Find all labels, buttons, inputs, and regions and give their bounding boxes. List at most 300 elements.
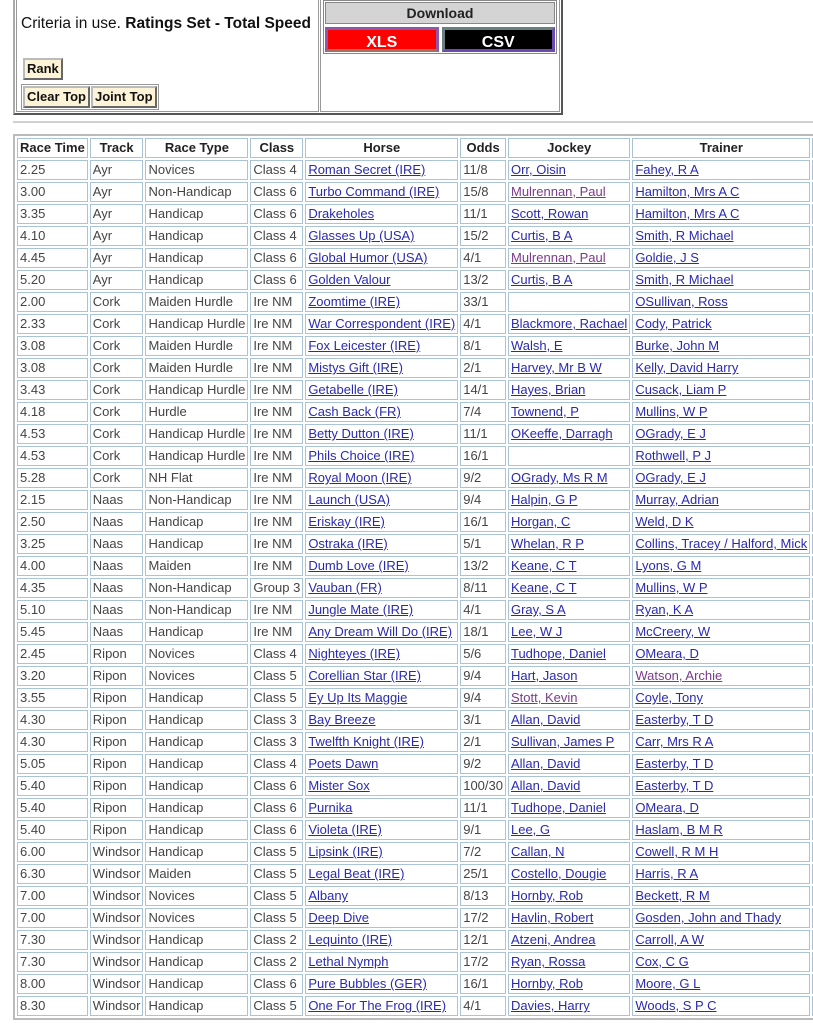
race-time-cell: 7.00 bbox=[17, 908, 88, 928]
race-type-cell: Handicap bbox=[145, 248, 248, 268]
trainer-link[interactable]: Hamilton, Mrs A C bbox=[635, 206, 740, 221]
jockey-link[interactable]: Orr, Oisin bbox=[510, 162, 566, 177]
joint-top-button[interactable]: Joint Top bbox=[91, 86, 157, 108]
trainer-link[interactable]: OGrady, E J bbox=[635, 426, 706, 441]
header-class[interactable]: Class bbox=[250, 138, 303, 158]
track-cell: Ripon bbox=[90, 776, 144, 796]
jockey-cell bbox=[508, 314, 630, 334]
jockey-cell bbox=[508, 930, 630, 950]
trainer-link[interactable]: Cox, C G bbox=[635, 954, 689, 969]
class-cell: Class 3 bbox=[250, 732, 303, 752]
horse-link[interactable]: Deep Dive bbox=[308, 910, 370, 925]
horse-link[interactable]: Corellian Star (IRE) bbox=[308, 668, 422, 683]
horse-cell bbox=[305, 952, 458, 972]
trainer-cell bbox=[632, 688, 810, 708]
odds-cell: 11/8 bbox=[460, 160, 506, 180]
trainer-link[interactable]: Collins, Tracey / Halford, Mick bbox=[635, 536, 808, 551]
jockey-link[interactable]: Curtis, B A bbox=[510, 272, 573, 287]
horse-cell bbox=[305, 402, 458, 422]
jockey-link[interactable]: Blackmore, Rachael bbox=[510, 316, 628, 331]
odds-cell: 25/1 bbox=[460, 864, 506, 884]
odds-cell: 4/1 bbox=[460, 996, 506, 1016]
table-row bbox=[17, 688, 813, 708]
horse-cell bbox=[305, 160, 458, 180]
trainer-link[interactable]: Easterby, T D bbox=[635, 778, 714, 793]
odds-cell: 5/6 bbox=[460, 644, 506, 664]
trainer-link[interactable]: Easterby, T D bbox=[635, 756, 714, 771]
table-row bbox=[17, 842, 813, 862]
table-row bbox=[17, 226, 813, 246]
odds-cell: 9/4 bbox=[460, 688, 506, 708]
trainer-link[interactable]: Carroll, A W bbox=[635, 932, 704, 947]
horse-cell bbox=[305, 776, 458, 796]
jockey-cell bbox=[508, 380, 630, 400]
race-time-cell: 3.55 bbox=[17, 688, 88, 708]
track-cell: Windsor bbox=[90, 996, 144, 1016]
class-cell: Class 6 bbox=[250, 820, 303, 840]
jockey-link[interactable]: Mulrennan, Paul bbox=[510, 250, 606, 265]
track-cell: Windsor bbox=[90, 886, 144, 906]
header-trainer[interactable]: Trainer bbox=[632, 138, 810, 158]
race-time-cell: 7.00 bbox=[17, 886, 88, 906]
odds-cell: 14/1 bbox=[460, 380, 506, 400]
trainer-link[interactable]: Moore, G L bbox=[635, 976, 701, 991]
track-cell: Cork bbox=[90, 468, 144, 488]
trainer-cell bbox=[632, 996, 810, 1016]
horse-link[interactable]: War Correspondent (IRE) bbox=[308, 316, 456, 331]
horse-cell bbox=[305, 732, 458, 752]
horse-link[interactable]: Drakeholes bbox=[308, 206, 375, 221]
race-type-cell: Maiden Hurdle bbox=[145, 358, 248, 378]
trainer-cell bbox=[632, 248, 810, 268]
jockey-link[interactable]: Tudhope, Daniel bbox=[510, 800, 606, 815]
race-type-cell: Maiden bbox=[145, 556, 248, 576]
header-track[interactable]: Track bbox=[90, 138, 144, 158]
jockey-link[interactable]: Walsh, E bbox=[510, 338, 563, 353]
jockey-link[interactable]: Davies, Harry bbox=[510, 998, 590, 1013]
horse-link[interactable]: Violeta (IRE) bbox=[308, 822, 382, 837]
horse-link[interactable]: Zoomtime (IRE) bbox=[308, 294, 401, 309]
trainer-link[interactable]: Smith, R Michael bbox=[635, 228, 734, 243]
class-cell: Ire NM bbox=[250, 336, 303, 356]
race-type-cell: Handicap Hurdle bbox=[145, 380, 248, 400]
header-race-type[interactable]: Race Type bbox=[145, 138, 248, 158]
trainer-link[interactable]: Cusack, Liam P bbox=[635, 382, 727, 397]
table-row bbox=[17, 204, 813, 224]
track-cell: Windsor bbox=[90, 930, 144, 950]
race-time-cell: 7.30 bbox=[17, 952, 88, 972]
class-cell: Ire NM bbox=[250, 358, 303, 378]
table-row bbox=[17, 908, 813, 928]
track-cell: Windsor bbox=[90, 842, 144, 862]
odds-cell: 9/4 bbox=[460, 666, 506, 686]
clear-top-button[interactable]: Clear Top bbox=[23, 86, 90, 108]
trainer-cell bbox=[632, 380, 810, 400]
race-time-cell: 2.45 bbox=[17, 644, 88, 664]
odds-cell: 16/1 bbox=[460, 974, 506, 994]
jockey-link[interactable]: Hornby, Rob bbox=[510, 976, 583, 991]
horse-link[interactable]: Betty Dutton (IRE) bbox=[308, 426, 414, 441]
horse-cell bbox=[305, 556, 458, 576]
trainer-cell bbox=[632, 512, 810, 532]
race-type-cell: Handicap bbox=[145, 622, 248, 642]
trainer-link[interactable]: Carr, Mrs R A bbox=[635, 734, 714, 749]
jockey-link[interactable]: Tudhope, Daniel bbox=[510, 646, 606, 661]
race-time-cell: 5.05 bbox=[17, 754, 88, 774]
horse-cell bbox=[305, 270, 458, 290]
class-cell: Ire NM bbox=[250, 490, 303, 510]
jockey-link[interactable]: Gray, S A bbox=[510, 602, 566, 617]
track-cell: Ripon bbox=[90, 820, 144, 840]
trainer-cell bbox=[632, 160, 810, 180]
race-time-cell: 3.43 bbox=[17, 380, 88, 400]
odds-cell: 9/4 bbox=[460, 490, 506, 510]
trainer-cell bbox=[632, 556, 810, 576]
trainer-link[interactable]: Watson, Archie bbox=[635, 668, 723, 683]
horse-cell bbox=[305, 380, 458, 400]
horse-link[interactable]: Mister Sox bbox=[308, 778, 370, 793]
jockey-link[interactable]: Scott, Rowan bbox=[510, 206, 589, 221]
class-cell: Class 4 bbox=[250, 226, 303, 246]
race-type-cell: Maiden bbox=[145, 864, 248, 884]
jockey-link[interactable]: Havlin, Robert bbox=[510, 910, 594, 925]
trainer-link[interactable]: Burke, John M bbox=[635, 338, 720, 353]
horse-link[interactable]: Any Dream Will Do (IRE) bbox=[308, 624, 453, 639]
trainer-link[interactable]: Cowell, R M H bbox=[635, 844, 719, 859]
table-row bbox=[17, 534, 813, 554]
horse-link[interactable]: Lethal Nymph bbox=[308, 954, 389, 969]
race-time-cell: 2.25 bbox=[17, 160, 88, 180]
horse-link[interactable]: Vauban (FR) bbox=[308, 580, 382, 595]
class-cell: Class 5 bbox=[250, 666, 303, 686]
race-time-cell: 5.20 bbox=[17, 270, 88, 290]
trainer-cell bbox=[632, 820, 810, 840]
trainer-cell bbox=[632, 490, 810, 510]
trainer-cell bbox=[632, 270, 810, 290]
class-cell: Class 5 bbox=[250, 688, 303, 708]
jockey-link[interactable]: Horgan, C bbox=[510, 514, 571, 529]
horse-link[interactable]: Cash Back (FR) bbox=[308, 404, 401, 419]
class-cell: Ire NM bbox=[250, 380, 303, 400]
horse-cell bbox=[305, 820, 458, 840]
trainer-link[interactable]: Coyle, Tony bbox=[635, 690, 703, 705]
trainer-cell bbox=[632, 798, 810, 818]
header-jockey[interactable]: Jockey bbox=[508, 138, 630, 158]
jockey-cell bbox=[508, 270, 630, 290]
odds-cell: 9/2 bbox=[460, 754, 506, 774]
horse-link[interactable]: Legal Beat (IRE) bbox=[308, 866, 405, 881]
horse-link[interactable]: Purnika bbox=[308, 800, 353, 815]
track-cell: Naas bbox=[90, 512, 144, 532]
race-type-cell: Novices bbox=[145, 886, 248, 906]
race-time-cell: 2.15 bbox=[17, 490, 88, 510]
jockey-link[interactable]: Callan, N bbox=[510, 844, 565, 859]
class-cell: Class 5 bbox=[250, 886, 303, 906]
horse-link[interactable]: Eriskay (IRE) bbox=[308, 514, 385, 529]
jockey-cell bbox=[508, 644, 630, 664]
trainer-link[interactable]: Rothwell, P J bbox=[635, 448, 711, 463]
jockey-link[interactable]: Stott, Kevin bbox=[510, 690, 578, 705]
trainer-cell bbox=[632, 974, 810, 994]
trainer-cell bbox=[632, 292, 810, 312]
class-cell: Class 6 bbox=[250, 776, 303, 796]
odds-cell: 13/2 bbox=[460, 556, 506, 576]
csv-download-button[interactable]: CSV bbox=[442, 27, 556, 52]
header-race-time[interactable]: Race Time bbox=[17, 138, 88, 158]
trainer-cell bbox=[632, 446, 810, 466]
horse-cell bbox=[305, 886, 458, 906]
jockey-link[interactable]: Sullivan, James P bbox=[510, 734, 615, 749]
trainer-link[interactable]: Goldie, J S bbox=[635, 250, 699, 265]
class-cell: Class 4 bbox=[250, 754, 303, 774]
trainer-cell bbox=[632, 468, 810, 488]
race-type-cell: Handicap bbox=[145, 776, 248, 796]
table-row bbox=[17, 402, 813, 422]
trainer-link[interactable]: Fahey, R A bbox=[635, 162, 699, 177]
horse-link[interactable]: One For The Frog (IRE) bbox=[308, 998, 447, 1013]
class-cell: Ire NM bbox=[250, 468, 303, 488]
table-row bbox=[17, 666, 813, 686]
jockey-link[interactable]: Hayes, Brian bbox=[510, 382, 586, 397]
header-odds[interactable]: Odds bbox=[460, 138, 506, 158]
track-cell: Windsor bbox=[90, 864, 144, 884]
race-time-cell: 5.40 bbox=[17, 820, 88, 840]
horse-link[interactable]: Albany bbox=[308, 888, 349, 903]
race-type-cell: Non-Handicap bbox=[145, 182, 248, 202]
horse-link[interactable]: Fox Leicester (IRE) bbox=[308, 338, 421, 353]
jockey-cell bbox=[508, 666, 630, 686]
horse-link[interactable]: Pure Bubbles (GER) bbox=[308, 976, 427, 991]
table-row bbox=[17, 336, 813, 356]
jockey-cell bbox=[508, 402, 630, 422]
horse-cell bbox=[305, 248, 458, 268]
track-cell: Cork bbox=[90, 336, 144, 356]
race-time-cell: 3.08 bbox=[17, 358, 88, 378]
trainer-link[interactable]: Lyons, G M bbox=[635, 558, 702, 573]
class-cell: Class 5 bbox=[250, 842, 303, 862]
trainer-link[interactable]: Cody, Patrick bbox=[635, 316, 712, 331]
horse-link[interactable]: Phils Choice (IRE) bbox=[308, 448, 415, 463]
xls-download-button[interactable]: XLS bbox=[325, 27, 439, 52]
horse-link[interactable]: Bay Breeze bbox=[308, 712, 376, 727]
jockey-cell bbox=[508, 358, 630, 378]
jockey-link[interactable]: Curtis, B A bbox=[510, 228, 573, 243]
criteria-panel bbox=[13, 0, 563, 115]
horse-link[interactable]: Twelfth Knight (IRE) bbox=[308, 734, 424, 749]
odds-cell: 100/30 bbox=[460, 776, 506, 796]
table-row bbox=[17, 556, 813, 576]
race-time-cell: 7.30 bbox=[17, 930, 88, 950]
track-cell: Ripon bbox=[90, 688, 144, 708]
odds-cell: 33/1 bbox=[460, 292, 506, 312]
class-cell: Class 6 bbox=[250, 270, 303, 290]
horse-cell bbox=[305, 204, 458, 224]
horse-link[interactable]: Nighteyes (IRE) bbox=[308, 646, 401, 661]
table-row bbox=[17, 776, 813, 796]
jockey-link[interactable]: Costello, Dougie bbox=[510, 866, 607, 881]
race-time-cell: 3.35 bbox=[17, 204, 88, 224]
horse-cell bbox=[305, 996, 458, 1016]
trainer-link[interactable]: OGrady, E J bbox=[635, 470, 706, 485]
trainer-link[interactable]: OSullivan, Ross bbox=[635, 294, 728, 309]
race-type-cell: Handicap bbox=[145, 688, 248, 708]
race-type-cell: Handicap bbox=[145, 842, 248, 862]
class-cell: Ire NM bbox=[250, 556, 303, 576]
trainer-cell bbox=[632, 622, 810, 642]
jockey-link[interactable]: Townend, P bbox=[510, 404, 579, 419]
table-row bbox=[17, 864, 813, 884]
class-cell: Class 2 bbox=[250, 952, 303, 972]
trainer-link[interactable]: Harris, R A bbox=[635, 866, 699, 881]
race-type-cell: Handicap bbox=[145, 974, 248, 994]
trainer-link[interactable]: Woods, S P C bbox=[635, 998, 717, 1013]
table-row bbox=[17, 490, 813, 510]
jockey-link[interactable]: Whelan, R P bbox=[510, 536, 584, 551]
trainer-cell bbox=[632, 776, 810, 796]
race-type-cell: Handicap bbox=[145, 710, 248, 730]
class-cell: Ire NM bbox=[250, 622, 303, 642]
horse-link[interactable]: Dumb Love (IRE) bbox=[308, 558, 409, 573]
horse-link[interactable]: Mistys Gift (IRE) bbox=[308, 360, 403, 375]
horse-link[interactable]: Launch (USA) bbox=[308, 492, 390, 507]
race-time-cell: 5.40 bbox=[17, 776, 88, 796]
jockey-link[interactable]: OGrady, Ms R M bbox=[510, 470, 608, 485]
jockey-link[interactable]: Harvey, Mr B W bbox=[510, 360, 602, 375]
class-cell: Class 5 bbox=[250, 864, 303, 884]
jockey-link[interactable]: Allan, David bbox=[510, 712, 581, 727]
race-type-cell: Handicap bbox=[145, 798, 248, 818]
race-type-cell: Handicap bbox=[145, 534, 248, 554]
jockey-link[interactable]: Lee, G bbox=[510, 822, 551, 837]
jockey-cell bbox=[508, 974, 630, 994]
horse-link[interactable]: Royal Moon (IRE) bbox=[308, 470, 412, 485]
jockey-cell bbox=[508, 996, 630, 1016]
jockey-link[interactable]: Mulrennan, Paul bbox=[510, 184, 606, 199]
trainer-link[interactable]: McCreery, W bbox=[635, 624, 711, 639]
table-row bbox=[17, 996, 813, 1016]
trainer-link[interactable]: Hamilton, Mrs A C bbox=[635, 184, 740, 199]
trainer-link[interactable]: Gosden, John and Thady bbox=[635, 910, 782, 925]
race-type-cell: Handicap bbox=[145, 226, 248, 246]
horse-link[interactable]: Glasses Up (USA) bbox=[308, 228, 415, 243]
jockey-link[interactable]: Halpin, G P bbox=[510, 492, 578, 507]
table-row bbox=[17, 512, 813, 532]
horse-link[interactable]: Poets Dawn bbox=[308, 756, 379, 771]
trainer-link[interactable]: Haslam, B M R bbox=[635, 822, 723, 837]
horse-link[interactable]: Jungle Mate (IRE) bbox=[308, 602, 414, 617]
jockey-link[interactable]: Allan, David bbox=[510, 778, 581, 793]
track-cell: Ripon bbox=[90, 754, 144, 774]
trainer-cell bbox=[632, 864, 810, 884]
race-time-cell: 5.28 bbox=[17, 468, 88, 488]
trainer-link[interactable]: Weld, D K bbox=[635, 514, 694, 529]
race-time-cell: 8.30 bbox=[17, 996, 88, 1016]
trainer-cell bbox=[632, 754, 810, 774]
trainer-link[interactable]: OMeara, D bbox=[635, 800, 699, 815]
horse-link[interactable]: Getabelle (IRE) bbox=[308, 382, 398, 397]
trainer-link[interactable]: Smith, R Michael bbox=[635, 272, 734, 287]
jockey-cell bbox=[508, 468, 630, 488]
horse-link[interactable]: Roman Secret (IRE) bbox=[308, 162, 426, 177]
jockey-link[interactable]: Hart, Jason bbox=[510, 668, 578, 683]
horse-cell bbox=[305, 424, 458, 444]
trainer-link[interactable]: Ryan, K A bbox=[635, 602, 694, 617]
jockey-cell bbox=[508, 820, 630, 840]
trainer-link[interactable]: Mullins, W P bbox=[635, 404, 708, 419]
track-cell: Naas bbox=[90, 578, 144, 598]
jockey-link[interactable]: Keane, C T bbox=[510, 558, 577, 573]
rank-button[interactable]: Rank bbox=[23, 58, 63, 80]
jockey-cell bbox=[508, 710, 630, 730]
class-cell: Ire NM bbox=[250, 292, 303, 312]
class-cell: Class 6 bbox=[250, 182, 303, 202]
jockey-cell bbox=[508, 886, 630, 906]
odds-cell: 5/1 bbox=[460, 534, 506, 554]
jockey-cell bbox=[508, 490, 630, 510]
header-horse[interactable]: Horse bbox=[305, 138, 458, 158]
track-cell: Windsor bbox=[90, 952, 144, 972]
race-time-cell: 2.50 bbox=[17, 512, 88, 532]
class-cell: Class 4 bbox=[250, 160, 303, 180]
race-type-cell: Novices bbox=[145, 908, 248, 928]
race-type-cell: Handicap Hurdle bbox=[145, 424, 248, 444]
horse-link[interactable]: Golden Valour bbox=[308, 272, 391, 287]
track-cell: Ayr bbox=[90, 204, 144, 224]
track-cell: Cork bbox=[90, 380, 144, 400]
trainer-link[interactable]: Mullins, W P bbox=[635, 580, 708, 595]
trainer-link[interactable]: Beckett, R M bbox=[635, 888, 710, 903]
horse-link[interactable]: Ey Up Its Maggie bbox=[308, 690, 408, 705]
jockey-link[interactable]: Allan, David bbox=[510, 756, 581, 771]
horse-cell bbox=[305, 314, 458, 334]
jockey-link[interactable]: Keane, C T bbox=[510, 580, 577, 595]
horse-link[interactable]: Lequinto (IRE) bbox=[308, 932, 393, 947]
table-row bbox=[17, 952, 813, 972]
jockey-link[interactable]: Lee, W J bbox=[510, 624, 563, 639]
odds-cell: 16/1 bbox=[460, 512, 506, 532]
horse-link[interactable]: Turbo Command (IRE) bbox=[308, 184, 440, 199]
jockey-link[interactable]: Ryan, Rossa bbox=[510, 954, 586, 969]
race-time-cell: 4.53 bbox=[17, 446, 88, 466]
odds-cell: 9/2 bbox=[460, 468, 506, 488]
race-type-cell: Hurdle bbox=[145, 402, 248, 422]
table-row bbox=[17, 446, 813, 466]
track-cell: Ripon bbox=[90, 732, 144, 752]
horse-link[interactable]: Ostraka (IRE) bbox=[308, 536, 388, 551]
trainer-link[interactable]: Kelly, David Harry bbox=[635, 360, 739, 375]
trainer-link[interactable]: OMeara, D bbox=[635, 646, 699, 661]
class-cell: Ire NM bbox=[250, 512, 303, 532]
table-row bbox=[17, 974, 813, 994]
horse-link[interactable]: Lipsink (IRE) bbox=[308, 844, 383, 859]
trainer-link[interactable]: Easterby, T D bbox=[635, 712, 714, 727]
horse-cell bbox=[305, 358, 458, 378]
jockey-link[interactable]: OKeeffe, Darragh bbox=[510, 426, 613, 441]
jockey-cell bbox=[508, 424, 630, 444]
horse-cell bbox=[305, 908, 458, 928]
race-type-cell: Handicap bbox=[145, 952, 248, 972]
horse-link[interactable]: Global Humor (USA) bbox=[308, 250, 428, 265]
jockey-link[interactable]: Hornby, Rob bbox=[510, 888, 583, 903]
horse-cell bbox=[305, 468, 458, 488]
trainer-link[interactable]: Murray, Adrian bbox=[635, 492, 719, 507]
jockey-cell bbox=[508, 534, 630, 554]
track-cell: Ripon bbox=[90, 666, 144, 686]
jockey-link[interactable]: Atzeni, Andrea bbox=[510, 932, 596, 947]
trainer-cell bbox=[632, 600, 810, 620]
horse-cell bbox=[305, 864, 458, 884]
race-type-cell: Novices bbox=[145, 160, 248, 180]
